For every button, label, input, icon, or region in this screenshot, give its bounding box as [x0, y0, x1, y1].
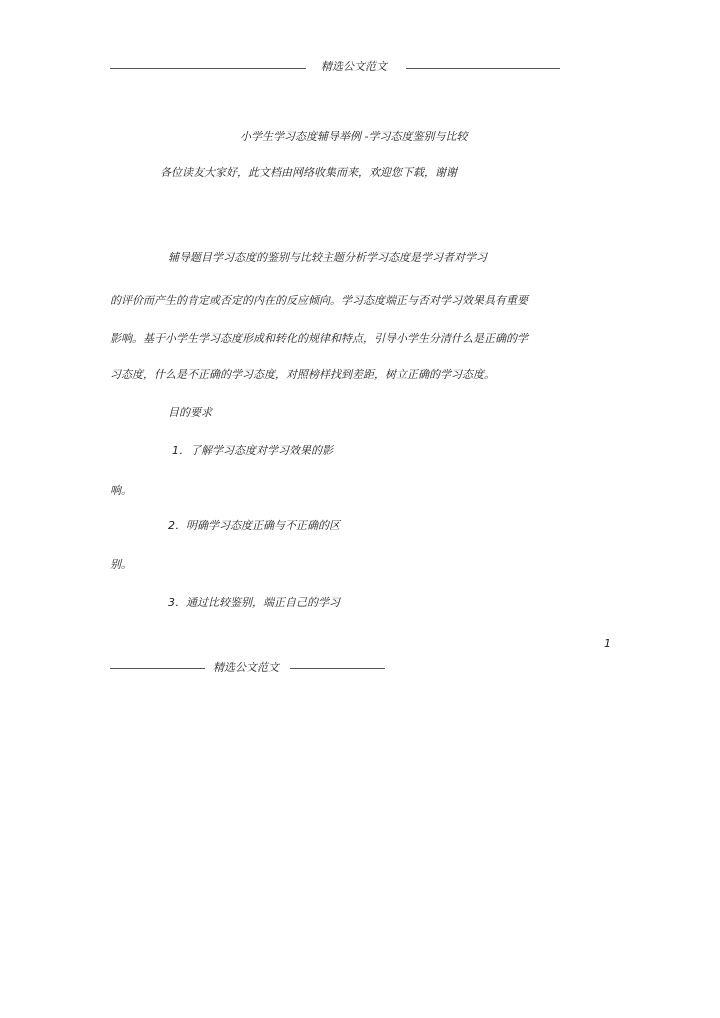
header-rule-right: [406, 68, 560, 69]
footer-label: 精选公文范文: [213, 661, 279, 674]
body-line-1: 辅导题目学习态度的鉴别与比较主题分析学习态度是学习者对学习: [168, 251, 487, 264]
body-line-3: 影响。基于小学生学习态度形成和转化的规律和特点，引导小学生分清什么是正确的学: [110, 332, 528, 345]
list-item-2: 2．明确学习态度正确与不正确的区: [168, 519, 340, 532]
page-number: 1: [604, 637, 611, 650]
body-line-2: 的评价而产生的肯定或否定的内在的反应倾向。学习态度端正与否对学习效果具有重要: [110, 294, 528, 307]
header-label: 精选公文范文: [321, 60, 387, 73]
list-item-1: 1．了解学习态度对学习效果的影: [172, 444, 333, 457]
body-line-4: 习态度，什么是不正确的学习态度，对照榜样找到差距，树立正确的学习态度。: [110, 368, 495, 381]
list-item-1-continuation: 响。: [110, 484, 132, 497]
header-rule-left: [110, 68, 306, 69]
list-item-2-continuation: 别。: [110, 558, 132, 571]
section-heading: 目的要求: [168, 406, 212, 419]
greeting-text: 各位读友大家好，此文档由网络收集而来，欢迎您下载，谢谢: [160, 166, 457, 179]
footer-rule-right: [290, 668, 385, 669]
list-item-3: 3．通过比较鉴别，端正自己的学习: [168, 596, 340, 609]
document-title: 小学生学习态度辅导举例 -学习态度鉴别与比较: [240, 130, 468, 143]
footer-rule-left: [110, 668, 205, 669]
